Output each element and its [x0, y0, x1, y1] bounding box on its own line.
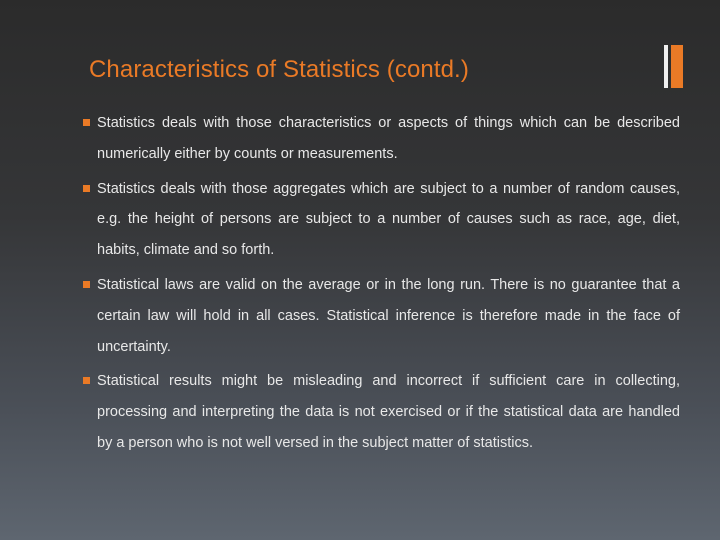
slide-title: Characteristics of Statistics (contd.) — [89, 56, 469, 83]
bullet-text: Statistics deals with those characteristics or aspects of things which can be described numerically either by counts or measurements. — [97, 115, 680, 162]
bullet-text: Statistical laws are valid on the average or in the long run. There is no guarantee that a certain law will hold in all cases. Statistical inference is therefore made in the face of uncertainty. — [97, 276, 680, 355]
bullet-item — [80, 366, 680, 458]
bullet-item — [80, 270, 680, 362]
bullet-list — [80, 108, 680, 459]
square-bullet-icon — [83, 377, 90, 384]
square-bullet-icon — [83, 185, 90, 192]
bullet-text: Statistical results might be misleading and incorrect if sufficient care in collecting, processing and interpreting the data is not exercised or if the statistical data are handled by a person who is not well versed in the subject matter of statistics. — [97, 373, 680, 451]
square-bullet-icon — [83, 281, 90, 288]
accent-bar-thick — [671, 45, 683, 88]
accent-bar-thin — [664, 45, 668, 88]
bullet-item — [80, 108, 680, 170]
square-bullet-icon — [83, 119, 90, 126]
bullet-item — [80, 174, 680, 266]
bullet-text: Statistics deals with those aggregates which are subject to a number of random causes, e.g. the height of persons are subject to a number of causes such as race, age, diet, habits, climate and so forth. — [97, 180, 680, 259]
